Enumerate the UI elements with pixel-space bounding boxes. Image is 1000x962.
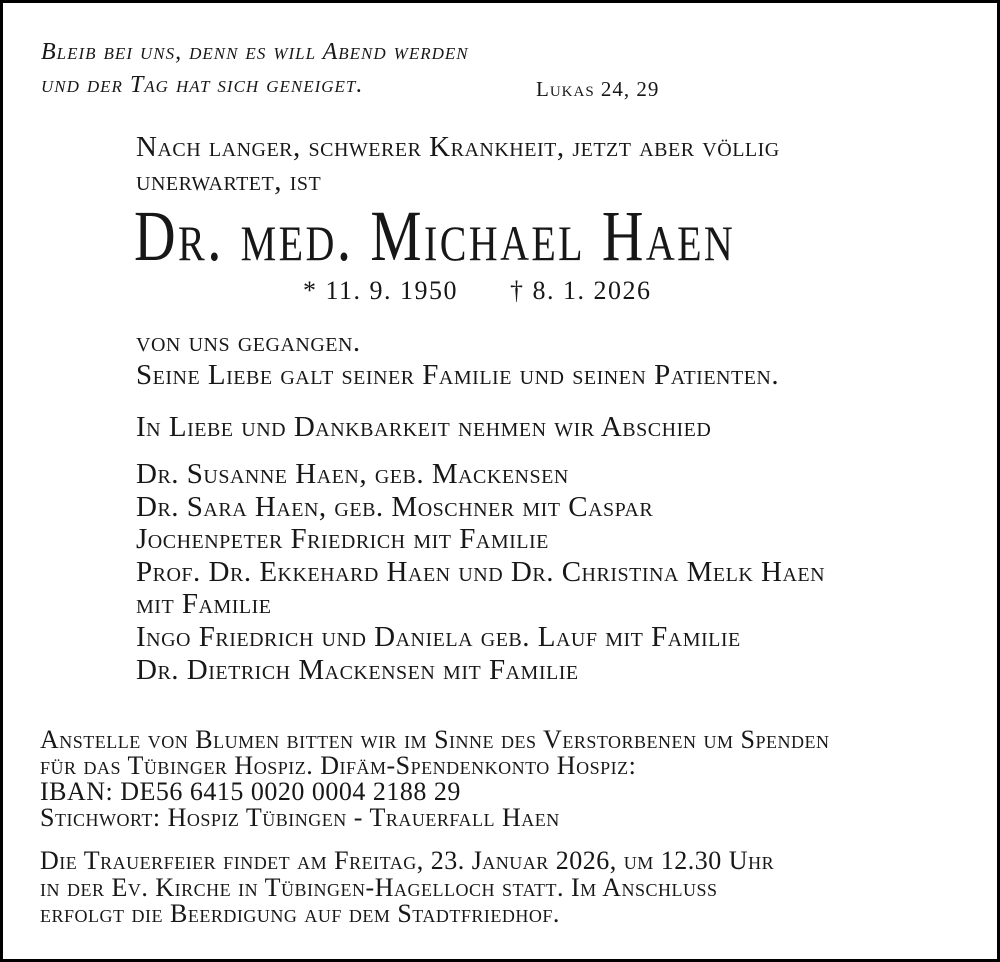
donation-line-1: Anstelle von Blumen bitten wir im Sinne des Verstorbenen um Spenden — [40, 725, 830, 754]
donation-line-2: für das Tübinger Hospiz. Difäm-Spendenkonto Hospiz: — [40, 751, 637, 780]
quote-line-1: Bleib bei uns, denn es will Abend werden — [41, 39, 469, 65]
mourner-line: mit Familie — [136, 588, 272, 621]
death-date: † 8. 1. 2026 — [510, 276, 652, 305]
donation-info — [40, 727, 829, 831]
deceased-name: Dr. med. Michael Haen — [134, 196, 736, 276]
quote-line-2: und der Tag hat sich geneiget. — [41, 72, 364, 98]
funeral-line-2: in der Ev. Kirche in Tübingen-Hagelloch statt. Im Anschluss — [40, 872, 718, 902]
funeral-line-3: erfolgt die Beerdigung auf dem Stadtfriedhof. — [40, 899, 560, 928]
donation-iban: IBAN: DE56 6415 0020 0004 2188 29 — [40, 777, 461, 806]
life-dates — [303, 276, 652, 306]
farewell-line-2: Seine Liebe galt seiner Familie und seinen Patienten. — [136, 359, 780, 391]
abschied-line: In Liebe und Dankbarkeit nehmen wir Abschied — [136, 411, 712, 443]
mourner-line: Prof. Dr. Ekkehard Haen und Dr. Christina Melk Haen — [136, 555, 826, 588]
intro-line-1: Nach langer, schwerer Krankheit, jetzt aber völlig — [136, 131, 780, 163]
mourner-line: Dr. Dietrich Mackensen mit Familie — [136, 653, 579, 686]
intro-line-2: unerwartet, ist — [136, 165, 322, 197]
intro-text — [136, 130, 780, 198]
mourner-line: Dr. Sara Haen, geb. Moschner mit Caspar — [136, 490, 654, 523]
mourners-list — [136, 458, 825, 686]
mourner-line: Ingo Friedrich und Daniela geb. Lauf mit Familie — [136, 620, 741, 653]
donation-keyword: Stichwort: Hospiz Tübingen - Trauerfall Haen — [40, 803, 560, 832]
farewell-line-1: von uns gegangen. — [136, 326, 361, 358]
mourner-line: Jochenpeter Friedrich mit Familie — [136, 523, 549, 556]
scripture-quote — [41, 36, 469, 102]
quote-attribution: Lukas 24, 29 — [536, 77, 660, 101]
funeral-line-1: Die Trauerfeier findet am Freitag, 23. Januar 2026, um 12.30 Uhr — [40, 846, 775, 875]
farewell-text — [136, 326, 779, 392]
mourner-line: Dr. Susanne Haen, geb. Mackensen — [136, 458, 569, 490]
birth-date: * 11. 9. 1950 — [303, 276, 459, 305]
funeral-info — [40, 848, 774, 928]
